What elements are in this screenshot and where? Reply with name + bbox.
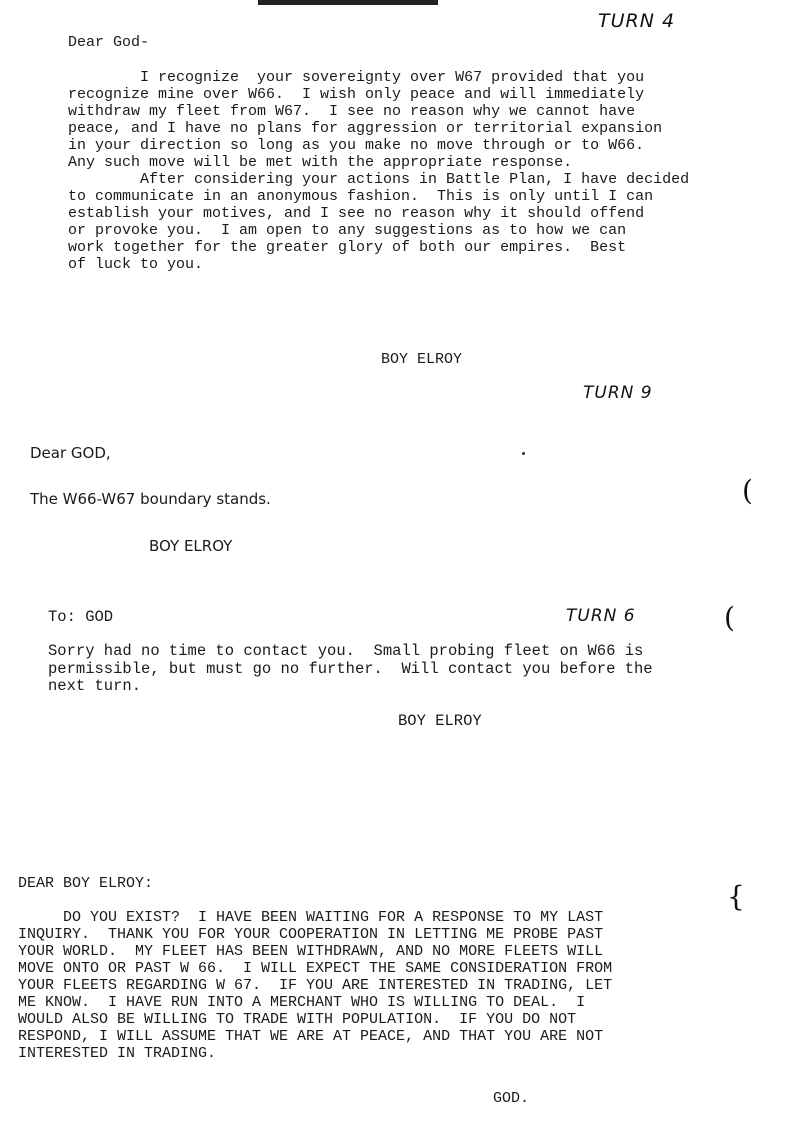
letter2-body: The W66-W67 boundary stands. <box>30 490 271 508</box>
turn-label-6: TURN 6 <box>566 606 636 626</box>
margin-bracket-mark: { <box>727 880 745 913</box>
letter3-salutation: To: GOD <box>48 608 114 626</box>
letter3-signature: BOY ELROY <box>398 712 482 730</box>
turn-label-4: TURN 4 <box>598 10 676 32</box>
margin-bracket-mark: ( <box>724 601 735 634</box>
turn-label-9: TURN 9 <box>583 383 653 403</box>
letter3-body: Sorry had no time to contact you. Small probing fleet on W66 is permissible, but must go no further. Will contact you before the next turn. <box>48 642 653 695</box>
stray-dot-mark <box>522 452 525 455</box>
margin-bracket-mark: ( <box>742 474 753 507</box>
letter4-body: DO YOU EXIST? I HAVE BEEN WAITING FOR A RESPONSE TO MY LAST INQUIRY. THANK YOU FOR YOUR COOPERATION IN LETTING ME PROBE PAST YOUR WORLD. MY FLEET HAS BEEN WITHDRAWN, AND NO MORE FLEETS WILL MOVE ONTO OR PAST W 66. I WILL EXPECT THE SAME CONSIDERATION FROM YOUR FLEETS REGARDING W 67. IF YOU ARE INTERESTED IN TRADING, LET ME KNOW. I HAVE RUN INTO A MERCHANT WHO IS WILLING TO DEAL. I WOULD ALSO BE WILLING TO TRADE WITH POPULATION. IF YOU DO NOT RESPOND, I WILL ASSUME THAT WE ARE AT PEACE, AND THAT YOU ARE NOT INTERESTED IN TRADING. <box>18 909 613 1062</box>
letter1-signature: BOY ELROY <box>381 351 463 368</box>
letter1-salutation: Dear God- <box>68 34 150 51</box>
letter4-signature: GOD. <box>493 1090 530 1107</box>
top-edge-bar <box>258 0 438 5</box>
letter4-salutation: DEAR BOY ELROY: <box>18 875 154 892</box>
letter2-salutation: Dear GOD, <box>30 444 111 462</box>
letter1-body: I recognize your sovereignty over W67 provided that you recognize mine over W66. I wish only peace and will immediately withdraw my fleet from W67. I see no reason why we cannot have peace, and I have no plans for aggression or territorial expansion in your direction so long as you make no move through or to W66. Any such move will be met with the appropriate response. After considering your actions in Battle Plan, I have decided to communicate in an anonymous fashion. This is only until I can establish your motives, and I see no reason why it should offend or provoke you. I am open to any suggestions as to how we can work together for the greater glory of both our empires. Best of luck to you. <box>68 69 690 273</box>
letter2-signature: BOY ELROY <box>149 537 233 555</box>
